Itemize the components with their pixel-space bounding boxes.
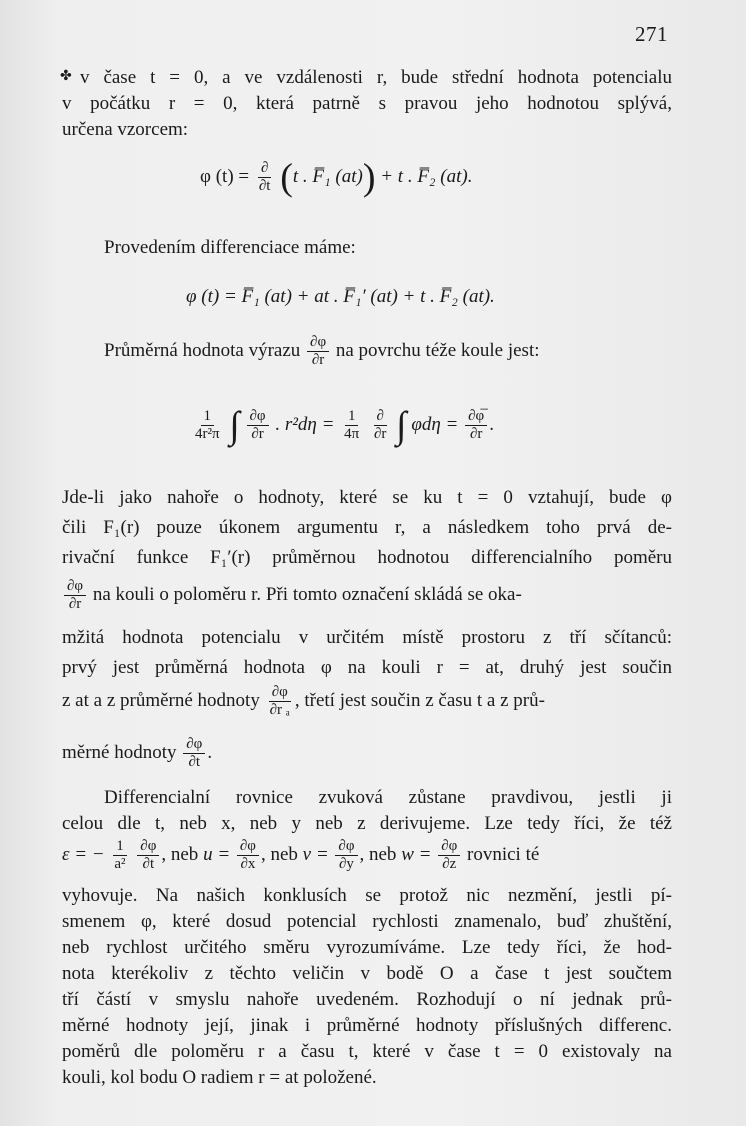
text-line: neb rychlost určitého směru vyrozumíváme. Lze tedy říci, že hod-	[62, 937, 672, 958]
eq1-fraction: $\frac{\partial}{\partial t}$	[258, 160, 271, 194]
text-line: měrné hodnoty její, jinak i průměrné hodnoty příslušných differenc.	[62, 1015, 672, 1036]
text-line: celou dle t, neb x, neb y neb z derivujeme. Lze tedy říci, že též	[62, 813, 672, 834]
text-line: prvý jest průměrná hodnota φ na kouli r = at, druhý jest součin	[62, 657, 672, 678]
equation-2: φ (t) = F̅₁ (at) + at . F̅₁′ (at) + t . F̅₂ (at).	[186, 286, 495, 307]
text-line-equations: ε = − $\frac{1}{\text{a²}}$ $\frac{\partial\varphi}{\partial t}$ , neb u = $\frac{\partial\varphi}{\partial x}$ , neb v = $\frac{\partial\varphi}{\partial y}$ , neb w = $\frac{\partial\varphi}{\partial z}$ rovnici té	[62, 838, 540, 872]
text-line: mžitá hodnota potencialu v určitém místě prostoru z tří sčítanců:	[62, 627, 672, 648]
integral-icon: ∫	[229, 404, 240, 447]
eq1-rhs: + t . F̅₂ (at).	[380, 165, 473, 187]
eq1-inner: t . F̅₁ (at)	[292, 165, 363, 187]
text-line-fraction: z at a z průměrné hodnoty $\frac{\partial\varphi}{\text{∂r ₐ}}$ , třetí jest součin z času t a z prů-	[62, 684, 545, 718]
text-line: rivační funkce F₁′(r) průměrnou hodnotou differencialního poměru	[62, 547, 672, 568]
text-line: určena vzorcem:	[62, 119, 189, 140]
text-line-average: Průměrná hodnota výrazu $\frac{\partial\varphi}{\partial r}$ na povrchu téže koule jest:	[104, 334, 540, 368]
dphi-dr-fraction: $\frac{\partial\varphi}{\partial r}$	[307, 334, 329, 369]
text-line-fraction: měrné hodnoty $\frac{\partial\varphi}{\partial t}$ .	[62, 736, 213, 770]
integral-icon: ∫	[396, 404, 407, 447]
text-line: smenem φ, které dosud potencial rychlosti znamenalo, buď zhuštění,	[62, 911, 672, 932]
text-line: kouli, kol bodu O radiem r = at položené.	[62, 1067, 377, 1088]
text-line: nota kterékoliv z těchto veličin v bodě O a čase t jest součtem	[62, 963, 672, 984]
text-line: v čase t = 0, a ve vzdálenosti r, bude střední hodnota potencialu	[80, 67, 672, 88]
equation-1	[200, 156, 473, 199]
paren-open-icon: (	[280, 156, 293, 199]
text-line: Jde-li jako nahoře o hodnoty, které se ku t = 0 vztahují, bude φ	[62, 487, 672, 508]
text-line: poměrů dle poloměru r a času t, které v čase t = 0 existovaly na	[62, 1041, 672, 1062]
text-line: vyhovuje. Na našich konklusích se protož nic nezmění, jestli pí-	[62, 885, 672, 906]
equation-3: $\frac{1}{\text{4r²π}}$ ∫ $\frac{\partial\varphi}{\partial r}$ . r²dη = $\frac{1}{4\pi}$ $\frac{\partial}{\partial r}$ ∫ φdη = $\frac{\partial\varphi̅}{\partial r}$ .	[195, 404, 494, 447]
text-line: tří částí v smyslu nahoře uvedeném. Rozhodují o ní jednak prů-	[62, 989, 672, 1010]
paren-close-icon: )	[362, 156, 376, 199]
page-number: 271	[635, 22, 668, 46]
text-line-fraction: $\frac{\partial\varphi}{\partial r}$ na kouli o poloměru r. Při tomto označení skládá se oka-	[62, 578, 672, 613]
text-line: Differencialní rovnice zvuková zůstane pravdivou, jestli ji	[104, 787, 672, 808]
text-line: Provedením differenciace máme:	[104, 237, 356, 258]
text-line: v počátku r = 0, která patrně s pravou jeho hodnotou splývá,	[62, 93, 672, 114]
eq1-lhs: φ (t) =	[200, 165, 250, 187]
text-line: čili F₁(r) pouze úkonem argumentu r, a následkem toho prvá de-	[62, 517, 672, 538]
fleuron-marker: ✤	[60, 69, 72, 84]
